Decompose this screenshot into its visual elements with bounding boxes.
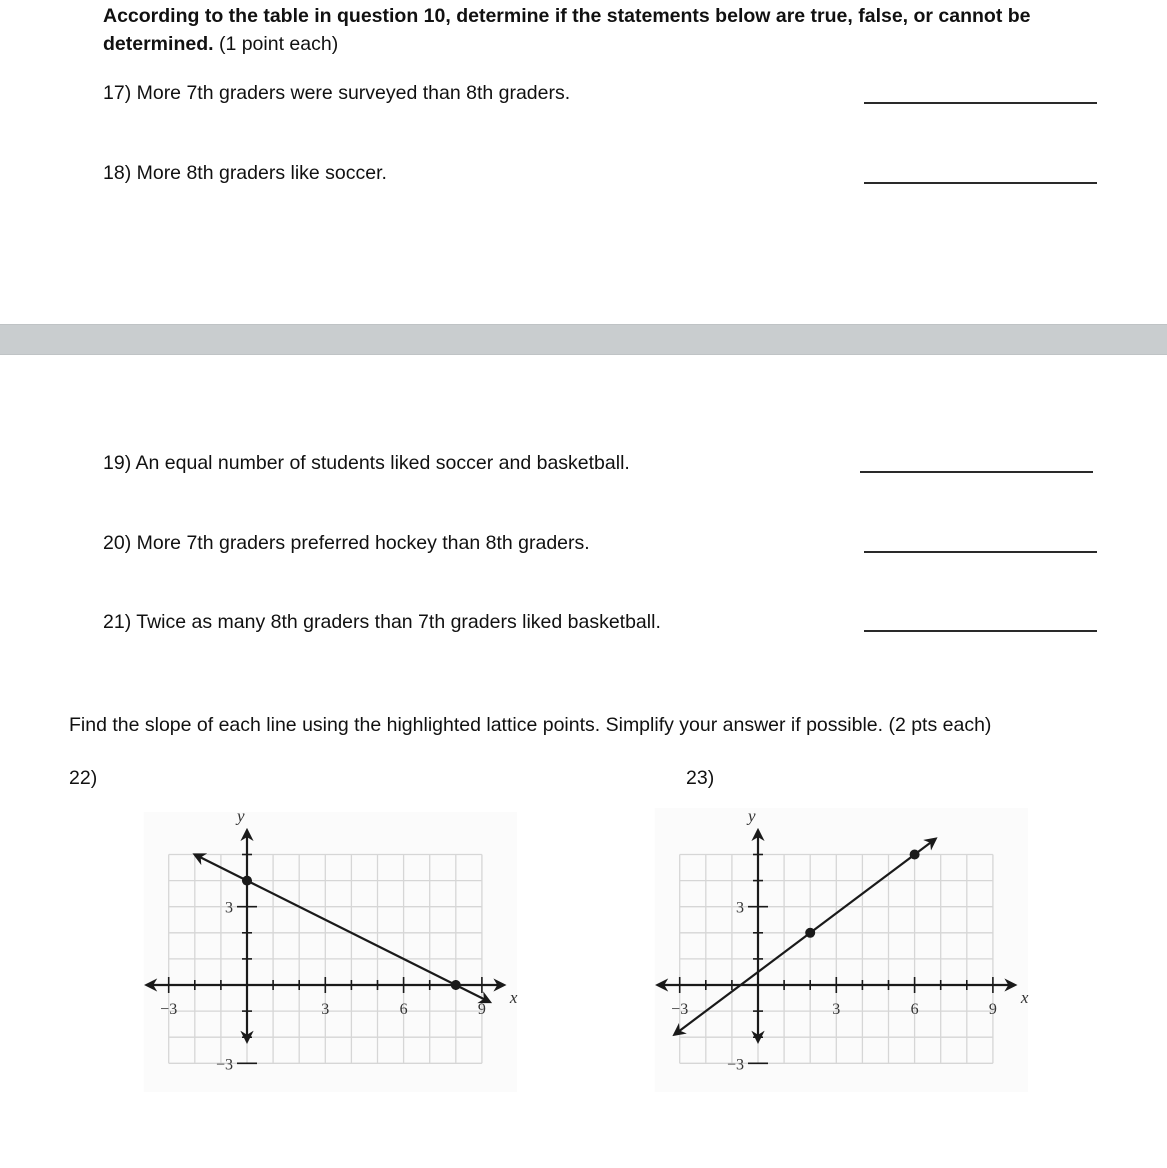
x-tick-label: 9 <box>988 1001 997 1018</box>
answer-line-17[interactable] <box>864 102 1097 104</box>
highlighted-lattice-point <box>910 850 920 860</box>
y-tick-label: −3 <box>726 1056 744 1074</box>
graph-23-svg <box>650 808 1030 1092</box>
x-tick-label: 6 <box>399 1001 408 1018</box>
x-tick-label: 9 <box>477 1001 486 1018</box>
section-instructions <box>103 2 1103 58</box>
highlighted-lattice-point <box>451 980 461 990</box>
graph-22 <box>140 812 520 1092</box>
answer-line-19[interactable] <box>860 471 1093 473</box>
graph-background <box>655 808 1028 1092</box>
question-21: 21) Twice as many 8th graders than 7th graders liked basketball. <box>103 611 661 633</box>
slope-instructions: Find the slope of each line using the highlighted lattice points. Simplify your answer if possible. (2 pts each) <box>69 714 992 736</box>
answer-line-21[interactable] <box>864 630 1097 632</box>
question-20: 20) More 7th graders preferred hockey than 8th graders. <box>103 532 590 554</box>
problem-23-label: 23) <box>686 767 715 789</box>
y-tick-label: −3 <box>215 1056 233 1074</box>
x-axis-label: x <box>1020 988 1029 1007</box>
instructions-points: (1 point each) <box>213 33 339 55</box>
x-tick-label: −3 <box>671 1001 689 1018</box>
answer-line-20[interactable] <box>864 551 1097 553</box>
page-separator <box>0 324 1167 355</box>
y-axis-label: y <box>748 808 756 826</box>
problem-22-label: 22) <box>69 767 98 789</box>
question-18: 18) More 8th graders like soccer. <box>103 162 387 184</box>
graph-22-svg <box>140 812 520 1092</box>
x-tick-label: 3 <box>832 1001 841 1018</box>
graph-23 <box>650 808 1030 1092</box>
x-tick-label: 6 <box>910 1001 919 1018</box>
x-tick-label: −3 <box>160 1001 178 1018</box>
highlighted-lattice-point <box>242 876 252 886</box>
y-tick-label: 3 <box>736 899 744 917</box>
question-17: 17) More 7th graders were surveyed than 8th graders. <box>103 82 571 104</box>
answer-line-18[interactable] <box>864 182 1097 184</box>
x-axis-label: x <box>509 988 518 1007</box>
question-19: 19) An equal number of students liked soccer and basketball. <box>103 452 630 474</box>
x-tick-label: 3 <box>321 1001 330 1018</box>
instructions-bold: According to the table in question 10, determine if the statements below are true, false, or cannot be determined. <box>103 5 1031 55</box>
highlighted-lattice-point <box>805 928 815 938</box>
y-tick-label: 3 <box>225 899 233 917</box>
y-axis-label: y <box>237 812 245 826</box>
